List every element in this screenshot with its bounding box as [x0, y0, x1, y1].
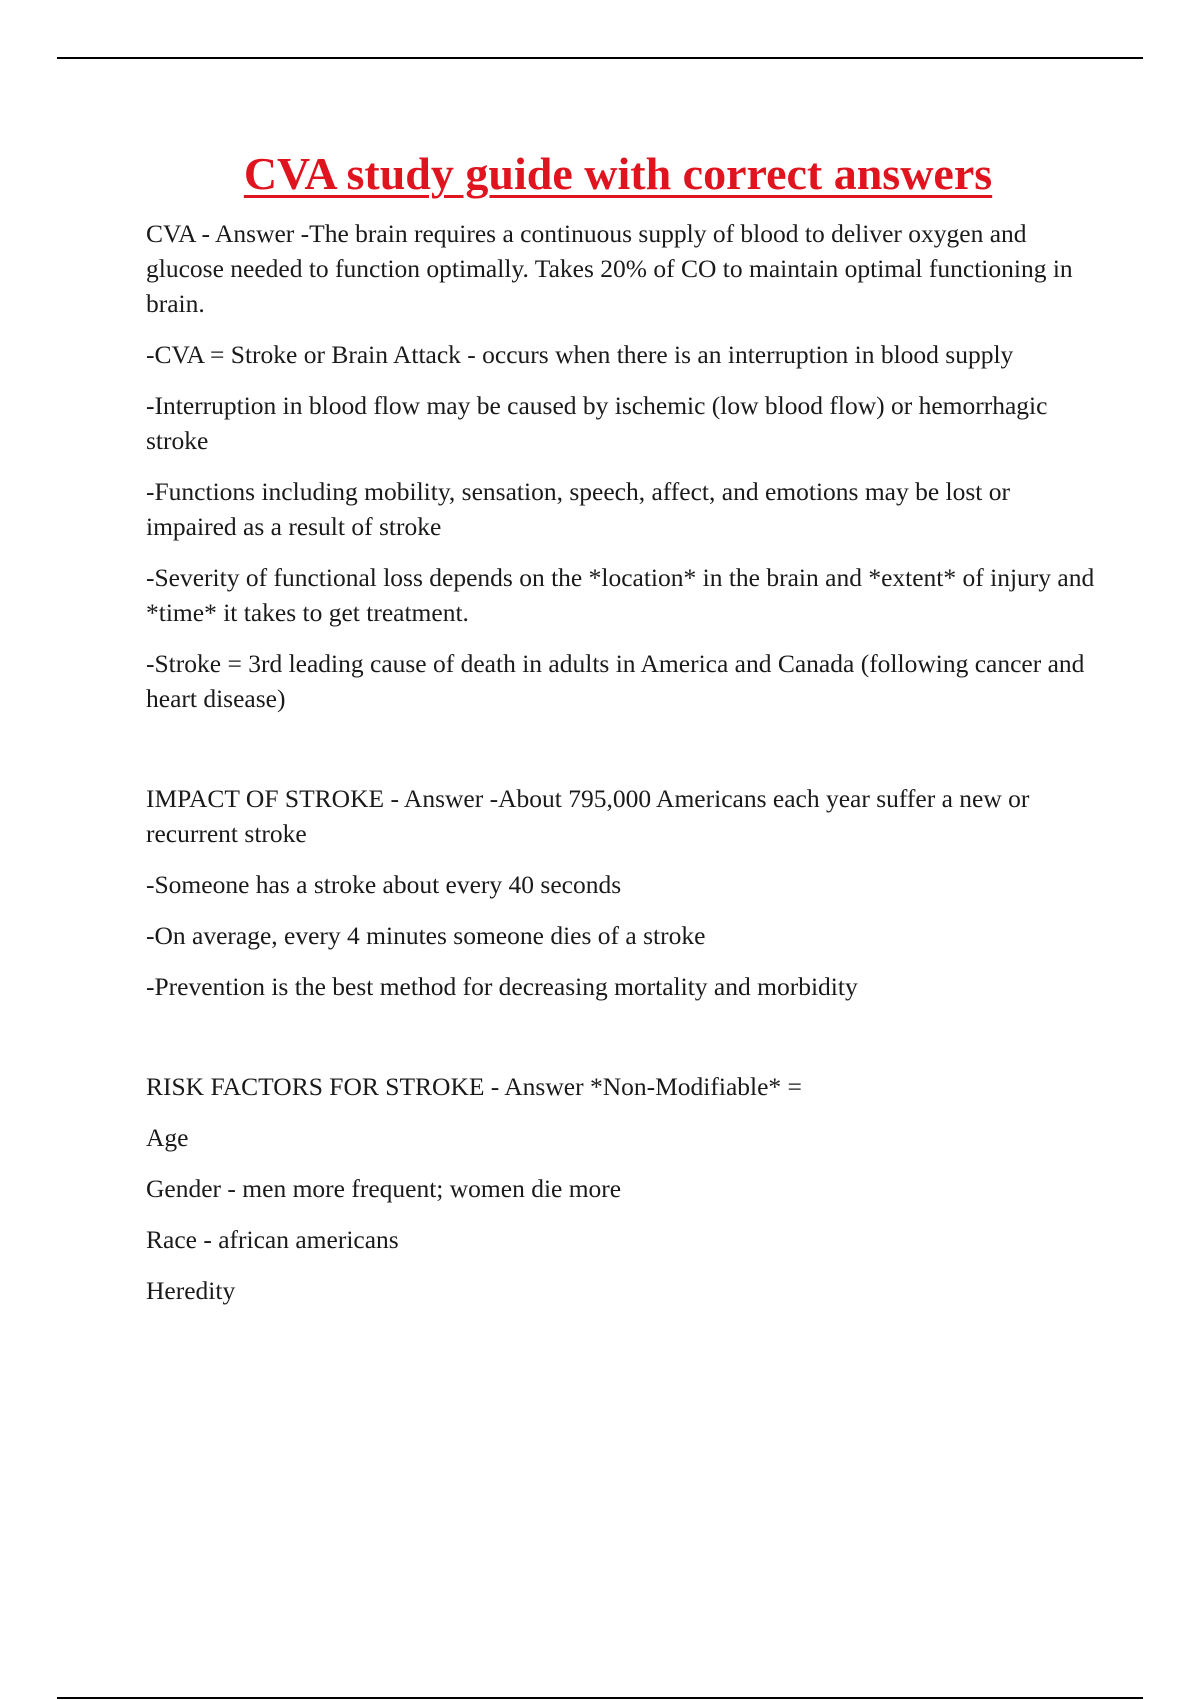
list-item: Age: [146, 1123, 189, 1152]
section-spacer: [146, 732, 1101, 781]
paragraph: -Stroke = 3rd leading cause of death in adults in America and Canada (following cancer and heart disease): [146, 649, 1085, 713]
paragraph: -Severity of functional loss depends on the *location* in the brain and *extent* of injury and *time* it takes to get treatment.: [146, 563, 1095, 627]
paragraph: -Functions including mobility, sensation, speech, affect, and emotions may be lost or impaired as a result of stroke: [146, 477, 1011, 541]
paragraph: -On average, every 4 minutes someone dies of a stroke: [146, 921, 706, 950]
paragraph: CVA - Answer -The brain requires a continuous supply of blood to deliver oxygen and glucose needed to function optimally. Takes 20% of CO to maintain optimal functioning in brain.: [146, 219, 1073, 318]
paragraph: RISK FACTORS FOR STROKE - Answer *Non-Modifiable* =: [146, 1072, 802, 1101]
list-item: Gender - men more frequent; women die more: [146, 1174, 622, 1203]
paragraph: -Interruption in blood flow may be caused by ischemic (low blood flow) or hemorrhagic stroke: [146, 391, 1048, 455]
document-body: [146, 216, 1101, 1324]
section-impact-of-stroke: [146, 781, 1101, 1004]
paragraph: -Someone has a stroke about every 40 seconds: [146, 870, 622, 899]
bottom-rule: [57, 1697, 1143, 1699]
paragraph: IMPACT OF STROKE - Answer -About 795,000 Americans each year suffer a new or recurrent stroke: [146, 784, 1030, 848]
section-spacer: [146, 1020, 1101, 1069]
page-title: CVA study guide with correct answers: [243, 148, 993, 199]
section-cva: [146, 216, 1101, 716]
top-rule: [57, 57, 1143, 59]
list-item: Heredity: [146, 1276, 236, 1305]
paragraph: -Prevention is the best method for decreasing mortality and morbidity: [146, 972, 858, 1001]
paragraph: -CVA = Stroke or Brain Attack - occurs when there is an interruption in blood supply: [146, 340, 1014, 369]
list-item: Race - african americans: [146, 1225, 399, 1254]
section-risk-factors: [146, 1069, 1101, 1308]
